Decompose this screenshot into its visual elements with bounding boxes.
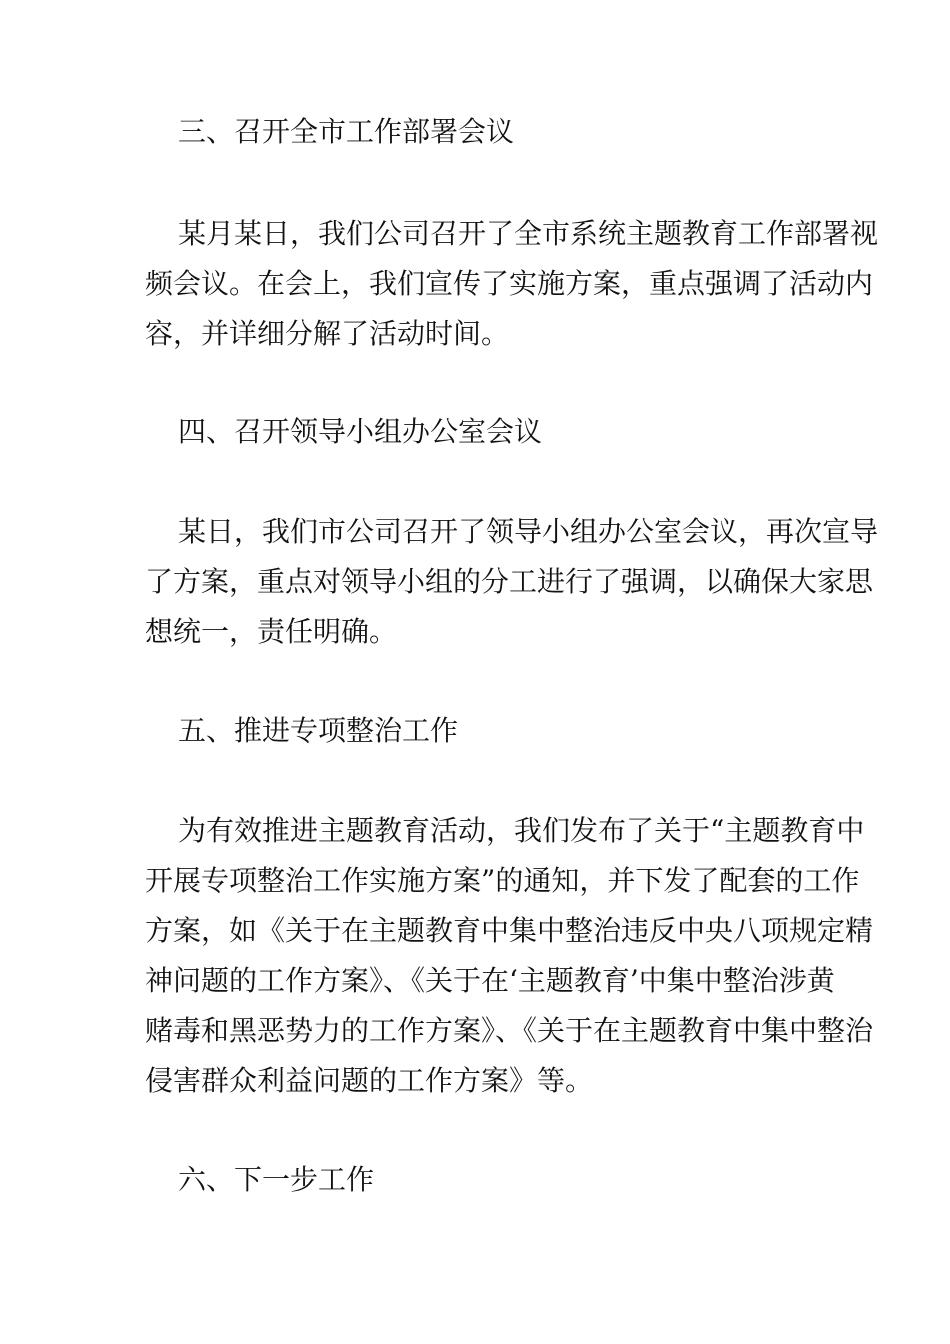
paragraph-line: 容，并详细分解了活动时间。 bbox=[145, 317, 510, 350]
paragraph-line: 赌毒和黑恶势力的工作方案》、《关于在主题教育中集中整治 bbox=[145, 1014, 874, 1047]
paragraph-line: 想统一，责任明确。 bbox=[145, 615, 398, 648]
paragraph-line: 神问题的工作方案》、《关于在‘主题教育’中集中整治涉黄 bbox=[145, 964, 835, 997]
paragraph-line: 方案，如《关于在主题教育中集中整治违反中央八项规定精 bbox=[145, 914, 874, 947]
paragraph-line: 为有效推进主题教育活动，我们发布了关于“主题教育中 bbox=[178, 814, 865, 847]
section-heading: 四、召开领导小组办公室会议 bbox=[178, 415, 543, 448]
paragraph-line: 侵害群众利益问题的工作方案》等。 bbox=[145, 1064, 594, 1097]
paragraph-line: 开展专项整治工作实施方案”的通知，并下发了配套的工作 bbox=[145, 864, 860, 897]
paragraph-line: 某月某日，我们公司召开了全市系统主题教育工作部署视 bbox=[178, 217, 879, 250]
paragraph-line: 了方案，重点对领导小组的分工进行了强调，以确保大家思 bbox=[145, 565, 874, 598]
paragraph-line: 某日，我们市公司召开了领导小组办公室会议，再次宣导 bbox=[178, 515, 879, 548]
section-heading: 五、推进专项整治工作 bbox=[178, 714, 459, 747]
section-heading: 三、召开全市工作部署会议 bbox=[178, 115, 515, 148]
section-heading: 六、下一步工作 bbox=[178, 1163, 375, 1196]
paragraph-line: 频会议。在会上，我们宣传了实施方案，重点强调了活动内 bbox=[145, 267, 874, 300]
